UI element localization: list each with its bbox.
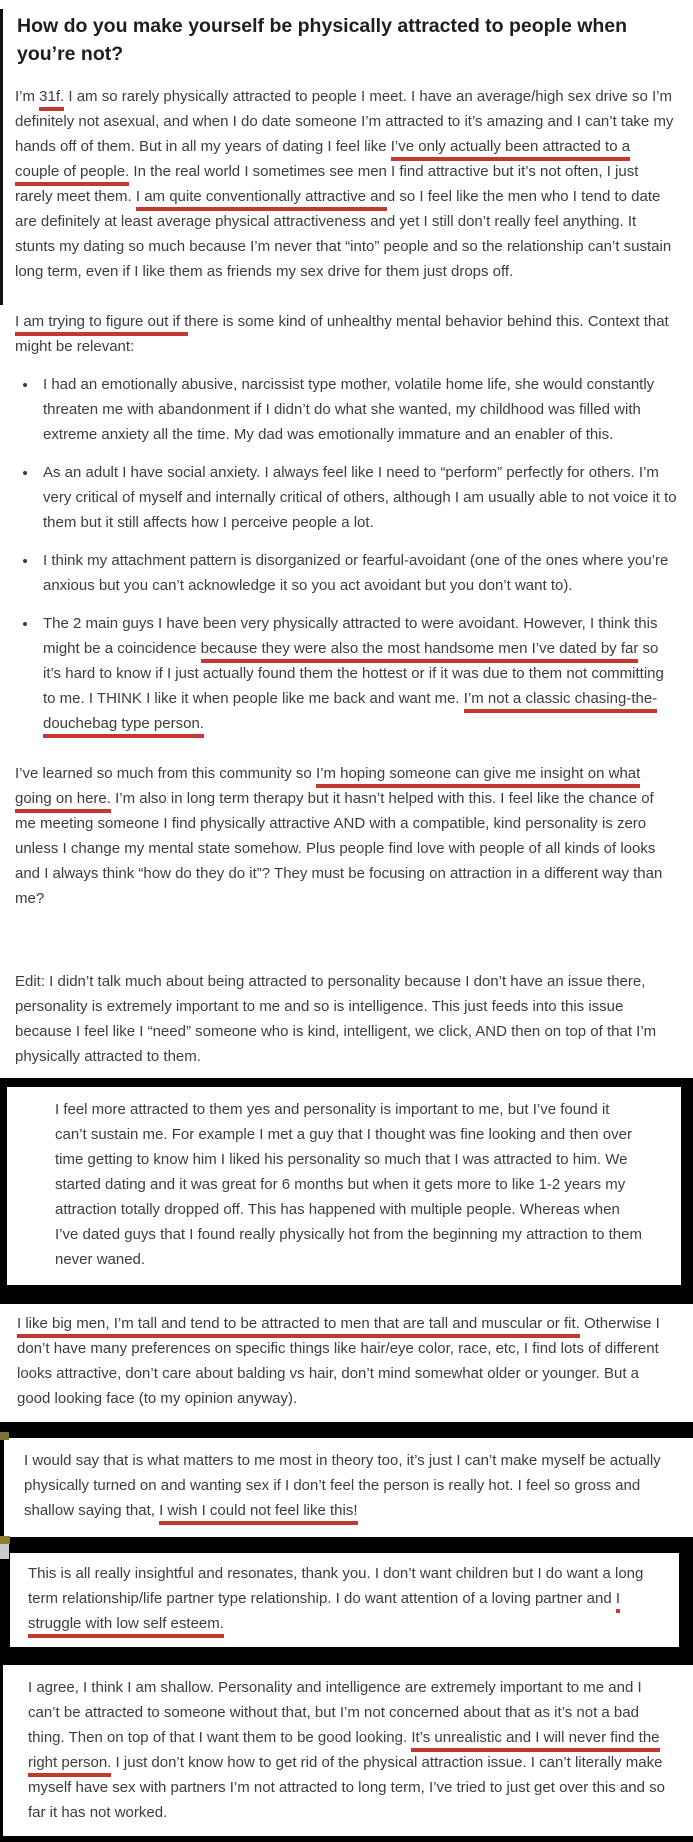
red-underlined-text: It’s unrealistic and I will never find the right person.: [28, 1729, 660, 1777]
left-edge-artifact: [0, 9, 3, 305]
paragraph-gap: [15, 911, 678, 969]
context-bullet-list: [15, 372, 678, 736]
red-underlined-text: I like big men, I’m tall and tend to be attracted to men that are tall and muscular or fit.: [17, 1315, 580, 1338]
text-run: Edit: I didn’t talk much about being attracted to personality because I don’t have an issue there, personality is extremely important to me and so is intelligence. This just feeds into this issue because I feel like I “need” someone who is kind, intelligent, we click, AND then on top of that I’m physically attracted to them.: [15, 973, 657, 1065]
quote-block-5: [0, 1656, 693, 1842]
red-underlined-text: I’m not a classic chasing-the-douchebag type person.: [43, 690, 657, 738]
bullet-item-attachment: [38, 548, 678, 598]
red-underlined-text: I am quite conventionally attractive an: [136, 188, 387, 211]
text-run: I just don’t know how to get rid of the physical attraction issue. I can’t literally make myself have sex with partners I’m not attracted to long term, I’ve tried to just get over this and so far it has not worked.: [28, 1754, 665, 1821]
red-underlined-text: I struggle with low self esteem.: [28, 1590, 620, 1638]
red-underlined-text: I am trying to figure out if t: [15, 313, 188, 336]
screenshot-artifact-notch: [0, 1544, 9, 1559]
red-underlined-text: I’ve only actually been attracted to a couple of people.: [15, 138, 630, 186]
text-run: d so I feel like the men who I tend to date are definitely at least average physical attractiveness and yet I still don’t really feel anything. It stunts my dating so much because I’m never that “into” people and so the relationship can’t sustain long term, even if I like them as friends my sex drive for them just drops off.: [15, 188, 672, 280]
bullet-item-anxiety: [38, 460, 678, 535]
post-title: How do you make yourself be physically attracted to people when you’re not?: [17, 15, 628, 65]
text-run: I’m: [15, 88, 40, 105]
post-paragraph-context: [15, 309, 678, 359]
bullet-item-avoidant-guys: [38, 611, 678, 736]
screenshot-artifact-notch: [0, 1432, 9, 1440]
text-run: Otherwise I don’t have many preferences on specific things like hair/eye color, race, etc, I find lots of different looks attractive, don’t care about balding vs hair, don’t mind somewhat older or younger. But a good looking face (to my opinion anyway).: [17, 1315, 660, 1407]
post-paragraph-community: [15, 761, 678, 911]
text-run: I am so rarely physically attracted to people I meet. I have an average/high sex drive so I’m definitely not asexual, and when I do date someone I’m attracted to it’s amazing and I can’t take my hands off of them. But in all my years of dating I feel like: [15, 88, 674, 155]
quote-block-2: [0, 1295, 693, 1430]
red-underlined-text: I’m hoping someone can give me insight on what going on here.: [15, 765, 640, 813]
text-run: As an adult I have social anxiety. I always feel like I need to “perform” perfectly for others. I’m very critical of myself and internally critical of others, although I am usually able to not voice it to them but it still affects how I perceive people a lot.: [43, 464, 677, 531]
red-underlined-text: because they were also the most handsome men I’ve dated by far: [201, 640, 639, 663]
text-run: here is some kind of unhealthy mental behavior behind this. Context that might be relevant:: [15, 313, 669, 355]
text-run: I’m also in long term therapy but it hasn’t helped with this. I feel like the chance of me meeting someone I find physically attractive AND with a compatible, kind personality is zero unless I change my mental state somehow. Plus people find love with people of all kinds of looks and I always think “how do they do it”? They must be focusing on attraction in a different way than me?: [15, 790, 663, 907]
red-underlined-text: I wish I could not feel like this!: [159, 1502, 357, 1525]
red-underlined-text: 31f.: [39, 88, 64, 111]
text-run: I’ve learned so much from this community so: [15, 765, 316, 782]
text-run: This is all really insightful and resonates, thank you. I don’t want children but I do want a long term relationship/life partner type relationship. I do want attention of a loving partner and: [28, 1565, 644, 1607]
post-paragraph-edit: [15, 969, 678, 1069]
quote-block-3: [0, 1430, 693, 1544]
text-run: The 2 main guys I have been very physically attracted to were avoidant. However, I think this might be a coincidence: [43, 615, 658, 657]
quote-block-1: [0, 1078, 693, 1295]
text-run: I think my attachment pattern is disorganized or fearful-avoidant (one of the ones where you’re anxious but you can’t acknowledge it so you act avoidant but you don’t want to).: [43, 552, 669, 594]
screenshot-artifact-notch: [0, 1536, 10, 1544]
text-run: so it’s hard to know if I just actually found them the hottest or if it was due to them not committing to me. I THINK I like it when people like me back and want me.: [43, 640, 664, 707]
quoted-replies-section: [0, 1078, 693, 1842]
bullet-item-mother: [38, 372, 678, 447]
text-run: I had an emotionally abusive, narcissist type mother, volatile home life, she would constantly threaten me with abandonment if I didn’t do what she wanted, my childhood was filled with extreme anxiety all the time. My dad was emotionally immature and an enabler of this.: [43, 376, 655, 443]
text-run: I would say that is what matters to me most in theory too, it’s just I can’t make myself be actually physically turned on and wanting sex if I don’t feel the person is really hot. I feel so gross and shallow saying that,: [24, 1452, 661, 1519]
text-run: I agree, I think I am shallow. Personality and intelligence are extremely important to me and I can’t be attracted to someone without that, but I’m not concerned about that as it’s not a bad thing. Then on top of that I want them to be good looking.: [28, 1679, 642, 1746]
text-run: In the real world I sometimes see men I find attractive but it’s not often, I just rarely meet them.: [15, 163, 639, 205]
text-run: I feel more attracted to them yes and personality is important to me, but I’ve found it can’t sustain me. For example I met a guy that I thought was fine looking and then over time getting to know him I liked his personality so much that I was attracted to him. We started dating and it was great for 6 months but when it gets more to like 1-2 years my attraction totally dropped off. This has happened with multiple people. Whereas when I’ve dated guys that I found really physically hot from the beginning my attraction to them never waned.: [55, 1101, 642, 1268]
post-paragraph-intro: [15, 84, 678, 284]
quote-block-4: [0, 1544, 693, 1656]
